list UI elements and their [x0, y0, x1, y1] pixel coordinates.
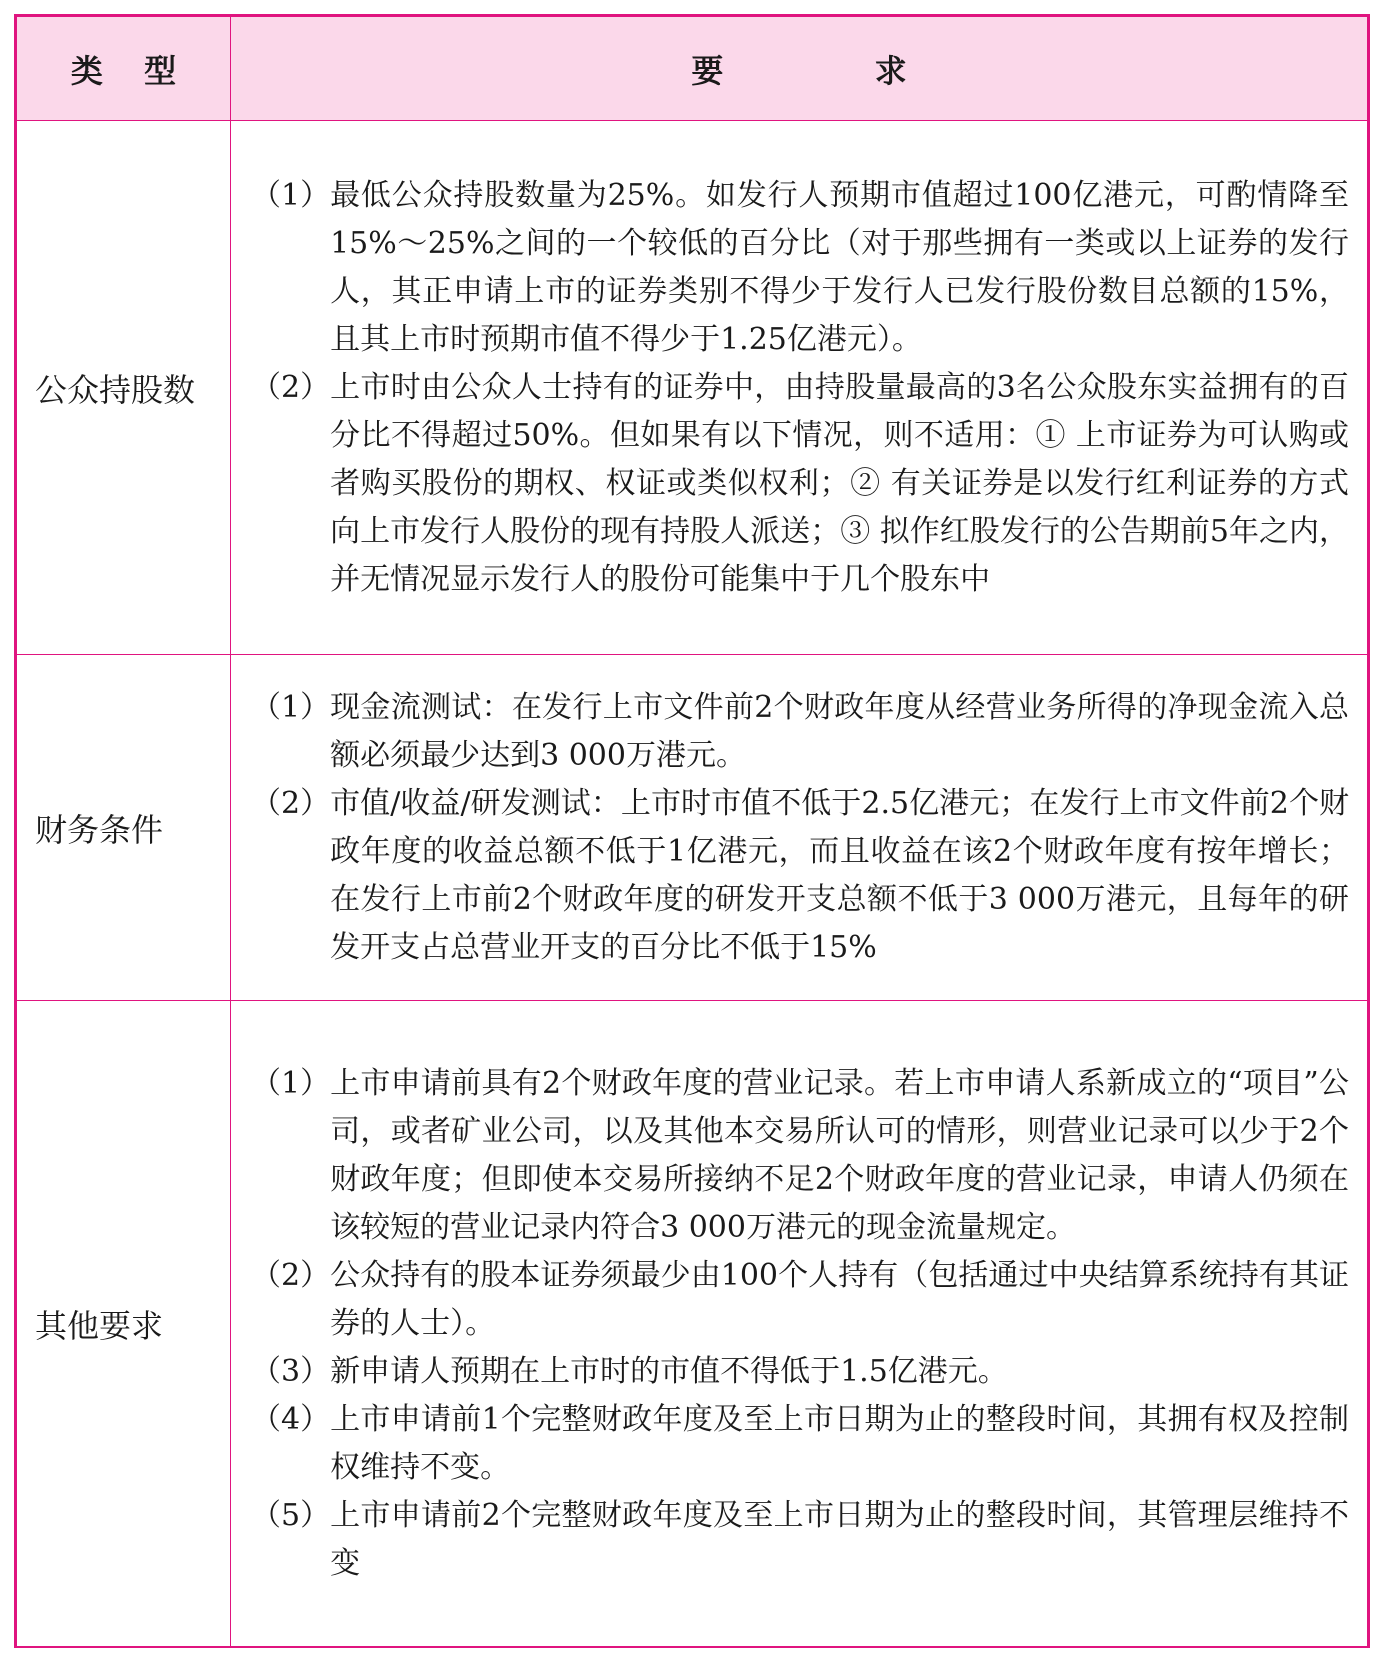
requirement-item — [251, 684, 1349, 780]
item-number: （1） — [251, 1065, 331, 1101]
item-number: （4） — [251, 1401, 331, 1437]
requirement-item — [251, 364, 1349, 604]
header-requirements-label: 要 求 — [691, 51, 907, 90]
item-number: （1） — [251, 689, 331, 725]
item-text: 上市申请前2个完整财政年度及至上市日期为止的整段时间，其管理层维持不变 — [330, 1497, 1349, 1581]
table-header-row — [17, 17, 1368, 121]
requirements-table-frame — [14, 14, 1370, 1648]
requirement-item — [251, 780, 1349, 972]
item-number: （2） — [251, 785, 331, 821]
item-number: （3） — [251, 1353, 331, 1389]
requirement-item — [251, 1396, 1349, 1492]
row-type-other-requirements: 其他要求 — [17, 1001, 231, 1647]
item-text: 上市申请前具有2个财政年度的营业记录。若上市申请人系新成立的“项目”公司，或者矿业公司，以及其他本交易所认可的情形，则营业记录可以少于2个财政年度；但即使本交易所接纳不足2个财政年度的营业记录，申请人仍须在该较短的营业记录内符合3 000万港元的现金流量规定。 — [330, 1065, 1349, 1245]
requirement-item — [251, 1060, 1349, 1252]
requirement-item — [251, 1348, 1349, 1396]
item-text: 上市申请前1个完整财政年度及至上市日期为止的整段时间，其拥有权及控制权维持不变。 — [330, 1401, 1349, 1485]
item-number: （5） — [251, 1497, 331, 1533]
item-text: 新申请人预期在上市时的市值不得低于1.5亿港元。 — [330, 1353, 1008, 1389]
item-text: 公众持有的股本证券须最少由100个人持有（包括通过中央结算系统持有其证券的人士）。 — [330, 1257, 1349, 1341]
table-row — [17, 1001, 1368, 1647]
row-requirements — [231, 655, 1368, 1001]
item-text: 最低公众持股数量为25%。如发行人预期市值超过100亿港元，可酌情降至15%～25%之间的一个较低的百分比（对于那些拥有一类或以上证券的发行人，其正申请上市的证券类别不得少于发行人已发行股份数目总额的15%，且其上市时预期市值不得少于1.25亿港元）。 — [330, 177, 1349, 357]
item-number: （2） — [251, 369, 331, 405]
item-text: 现金流测试：在发行上市文件前2个财政年度从经营业务所得的净现金流入总额必须最少达到3 000万港元。 — [330, 689, 1349, 773]
row-requirements — [231, 121, 1368, 655]
header-requirements — [231, 17, 1368, 121]
table-row — [17, 121, 1368, 655]
requirements-table — [16, 16, 1368, 1647]
item-number: （1） — [251, 177, 331, 213]
row-type-financial-conditions: 财务条件 — [17, 655, 231, 1001]
item-number: （2） — [251, 1257, 331, 1293]
requirement-item — [251, 1252, 1349, 1348]
requirement-item — [251, 172, 1349, 364]
item-text: 市值/收益/研发测试：上市时市值不低于2.5亿港元；在发行上市文件前2个财政年度的收益总额不低于1亿港元，而且收益在该2个财政年度有按年增长；在发行上市前2个财政年度的研发开支总额不低于3 000万港元，且每年的研发开支占总营业开支的百分比不低于15% — [330, 785, 1349, 965]
header-type-label: 类 型 — [70, 51, 177, 90]
header-type — [17, 17, 231, 121]
requirement-item — [251, 1492, 1349, 1588]
item-text: 上市时由公众人士持有的证券中，由持股量最高的3名公众股东实益拥有的百分比不得超过50%。但如果有以下情况，则不适用：① 上市证券为可认购或者购买股份的期权、权证或类似权利；② 有关证券是以发行红利证券的方式向上市发行人股份的现有持股人派送；③ 拟作红股发行的公告期前5年之内，并无情况显示发行人的股份可能集中于几个股东中 — [330, 369, 1349, 597]
table-row — [17, 655, 1368, 1001]
row-requirements — [231, 1001, 1368, 1647]
row-type-public-shareholding: 公众持股数 — [17, 121, 231, 655]
